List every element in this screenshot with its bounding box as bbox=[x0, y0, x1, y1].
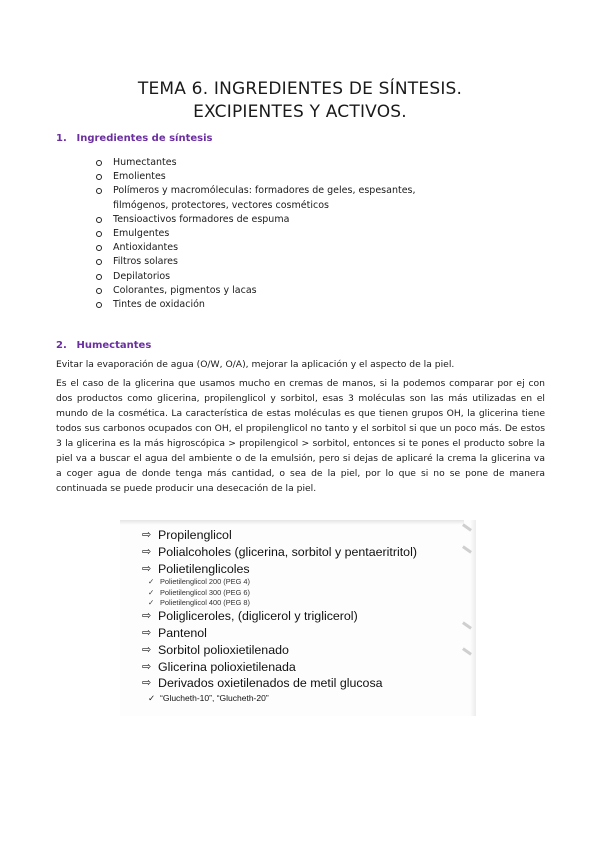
arrow-right-icon: ⇨ bbox=[142, 610, 152, 623]
list-item: Humectantes bbox=[96, 156, 426, 170]
circle-bullet-icon bbox=[96, 217, 102, 223]
list-item: ⇨ Sorbitol polioxietilenado bbox=[142, 642, 289, 657]
list-item: Antioxidantes bbox=[96, 241, 426, 255]
list-item: Emulgentes bbox=[96, 227, 426, 241]
check-icon: ✓ bbox=[148, 577, 155, 587]
list-item: Polímeros y macromóleculas: formadores de geles, espesantes, filmógenos, protectores, vectores cosméticos bbox=[96, 184, 426, 212]
sub-list-item: ✓ Polietilenglicol 200 (PEG 4) bbox=[148, 577, 250, 587]
check-icon: ✓ bbox=[148, 597, 155, 607]
circle-bullet-icon bbox=[96, 160, 102, 166]
section-2-title: Humectantes bbox=[76, 340, 152, 351]
list-item: ⇨ Propilenglicol bbox=[142, 528, 232, 542]
list-item: ⇨ Pantenol bbox=[142, 626, 207, 641]
section-1-heading bbox=[56, 133, 213, 144]
sub-list-item: ✓ Polietilenglicol 400 (PEG 8) bbox=[148, 597, 250, 607]
circle-bullet-icon bbox=[96, 231, 102, 237]
list-item: Colorantes, pigmentos y lacas bbox=[96, 284, 426, 298]
section-1-number: 1. bbox=[56, 133, 67, 144]
humectantes-body-paragraph: Es el caso de la glicerina que usamos mucho en cremas de manos, si la podemos comparar por ej con dos productos como glicerina, propilenglicol y sorbitol, esas 3 moléculas son las más utilizadas en el mundo de la cosmética. La característica de estas moléculas es que tienen grupos OH, la glicerina tiene todos sus carbonos ocupados con OH, el propilenglicol no tanto y el sorbitol si que un poco más. De estos 3 la glicerina es la más higroscópica > propilengicol > sorbitol, entonces si te pones el producto sobre la piel va a buscar el agua del ambiente o de la emulsión, pero si dejas de aplicaré la crema la glicerina va a coger agua de donde tenga más cantidad, o sea de la piel, por lo que si no se pone de manera continuada se puede producir una desecación de la piel. bbox=[56, 378, 545, 494]
circle-bullet-icon bbox=[96, 174, 102, 180]
check-icon: ✓ bbox=[148, 587, 155, 597]
list-item: Filtros solares bbox=[96, 255, 426, 269]
circle-bullet-icon bbox=[96, 274, 102, 280]
list-item: ⇨ Glicerina polioxietilenada bbox=[142, 659, 296, 674]
list-item: Tintes de oxidación bbox=[96, 298, 426, 312]
list-item: Tensioactivos formadores de espuma bbox=[96, 213, 426, 227]
section-2-number: 2. bbox=[56, 340, 67, 351]
circle-bullet-icon bbox=[96, 288, 102, 294]
section-2-heading bbox=[56, 340, 151, 351]
sub-list-item: ✓ Polietilenglicol 300 (PEG 6) bbox=[148, 587, 250, 597]
title-line-1: TEMA 6. INGREDIENTES DE SÍNTESIS. bbox=[137, 79, 463, 99]
arrow-right-icon: ⇨ bbox=[142, 627, 152, 640]
list-item: Emolientes bbox=[96, 170, 426, 184]
arrow-right-icon: ⇨ bbox=[142, 545, 152, 558]
circle-bullet-icon bbox=[96, 259, 102, 265]
section-1-title: Ingredientes de síntesis bbox=[76, 133, 213, 144]
list-item: ⇨ Polialcoholes (glicerina, sorbitol y pentaeritritol) bbox=[142, 544, 417, 559]
page-title bbox=[60, 78, 540, 124]
arrow-right-icon: ⇨ bbox=[142, 677, 152, 690]
humectantes-intro-paragraph: Evitar la evaporación de agua (O/W, O/A), mejorar la aplicación y el aspecto de la piel. bbox=[56, 359, 455, 370]
list-item: ⇨ Derivados oxietilenados de metil glucosa bbox=[142, 676, 383, 691]
circle-bullet-icon bbox=[96, 302, 102, 308]
arrow-right-icon: ⇨ bbox=[142, 562, 152, 575]
list-item: ⇨ Polietilenglicoles bbox=[142, 561, 250, 576]
arrow-right-icon: ⇨ bbox=[142, 529, 152, 541]
sub-list-item: ✓ “Glucheth-10”, “Glucheth-20” bbox=[148, 693, 269, 704]
figure-top-shadow bbox=[120, 520, 464, 525]
circle-bullet-icon bbox=[96, 188, 102, 194]
ingredients-list bbox=[96, 156, 426, 312]
title-line-2: EXCIPIENTES Y ACTIVOS. bbox=[193, 102, 407, 122]
list-item: Depilatorios bbox=[96, 270, 426, 284]
humectants-figure bbox=[120, 520, 476, 716]
arrow-right-icon: ⇨ bbox=[142, 643, 152, 656]
circle-bullet-icon bbox=[96, 245, 102, 251]
humectants-list bbox=[142, 527, 417, 704]
figure-right-edge bbox=[470, 520, 476, 716]
list-item: ⇨ Poligliceroles, (diglicerol y triglicerol) bbox=[142, 609, 358, 624]
arrow-right-icon: ⇨ bbox=[142, 660, 152, 673]
check-icon: ✓ bbox=[148, 693, 156, 704]
